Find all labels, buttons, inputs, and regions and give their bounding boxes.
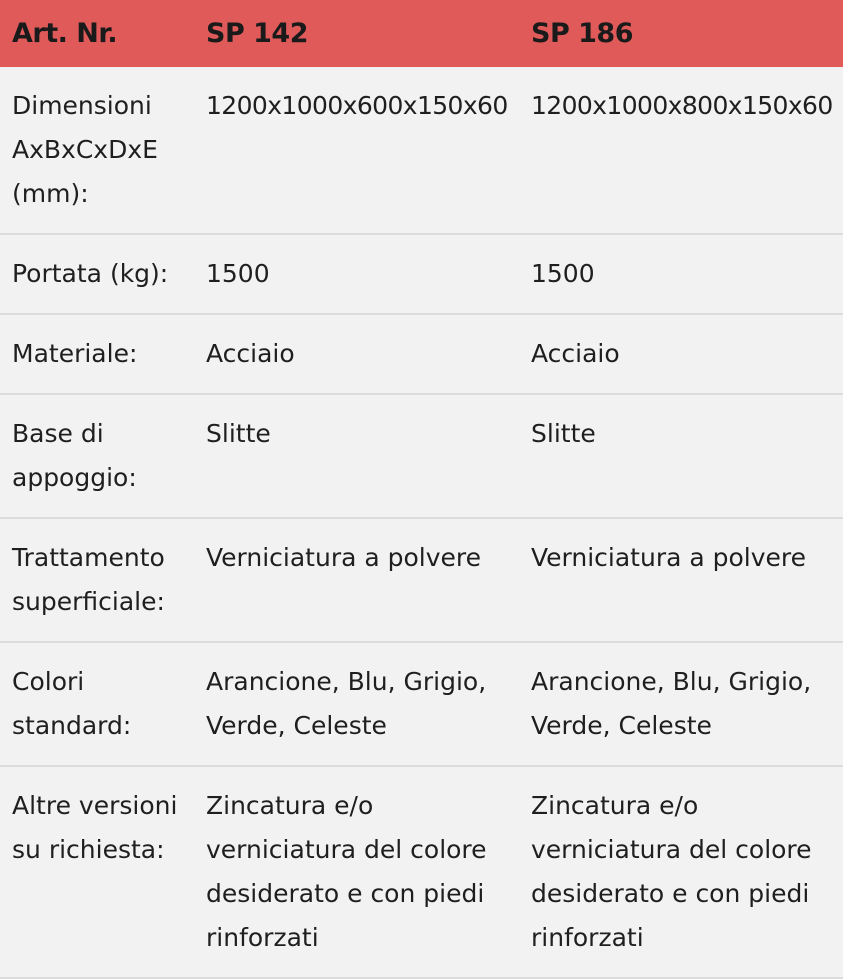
value-sp186-base-appoggio: Slitte [531, 419, 596, 448]
value-sp142-altre-versioni: Zincatura e/o verniciatura del colore desiderato e con piedi rinforzati [206, 791, 487, 952]
value-sp186-trattamento: Verniciatura a polvere [531, 543, 807, 572]
value-sp186-dimensioni: 1200x1000x800x150x60 [531, 91, 833, 120]
value-sp186-materiale: Acciaio [531, 339, 620, 368]
label-colori: Colori standard: [12, 667, 132, 740]
row-dimensioni [0, 67, 843, 234]
label-dimensioni: Dimensioni AxBxCxDxE (mm): [12, 91, 158, 208]
value-sp186-colori: Arancione, Blu, Grigio, Verde, Celeste [531, 667, 812, 740]
table-header [0, 0, 843, 67]
value-sp142-colori: Arancione, Blu, Grigio, Verde, Celeste [206, 667, 487, 740]
row-colori [0, 642, 843, 766]
value-sp142-trattamento: Verniciatura a polvere [206, 543, 482, 572]
label-materiale: Materiale: [12, 339, 138, 368]
value-sp142-base-appoggio: Slitte [206, 419, 271, 448]
header-row [0, 0, 843, 67]
value-sp142-dimensioni: 1200x1000x600x150x60 [206, 91, 508, 120]
value-sp142-materiale: Acciaio [206, 339, 295, 368]
header-sp142: SP 142 [194, 0, 519, 67]
label-base-appoggio: Base di appoggio: [12, 419, 137, 492]
row-trattamento [0, 518, 843, 642]
header-sp186: SP 186 [519, 0, 843, 67]
table-body [0, 67, 843, 978]
row-altre-versioni [0, 766, 843, 978]
label-altre-versioni: Altre versioni su richiesta: [12, 791, 178, 864]
value-sp186-altre-versioni: Zincatura e/o verniciatura del colore desiderato e con piedi rinforzati [531, 791, 812, 952]
label-portata: Portata (kg): [12, 259, 169, 288]
value-sp142-portata: 1500 [206, 259, 270, 288]
row-materiale [0, 314, 843, 394]
header-art-nr: Art. Nr. [0, 0, 194, 67]
row-base-appoggio [0, 394, 843, 518]
label-trattamento: Trattamento superficiale: [12, 543, 165, 616]
row-portata [0, 234, 843, 314]
value-sp186-portata: 1500 [531, 259, 595, 288]
